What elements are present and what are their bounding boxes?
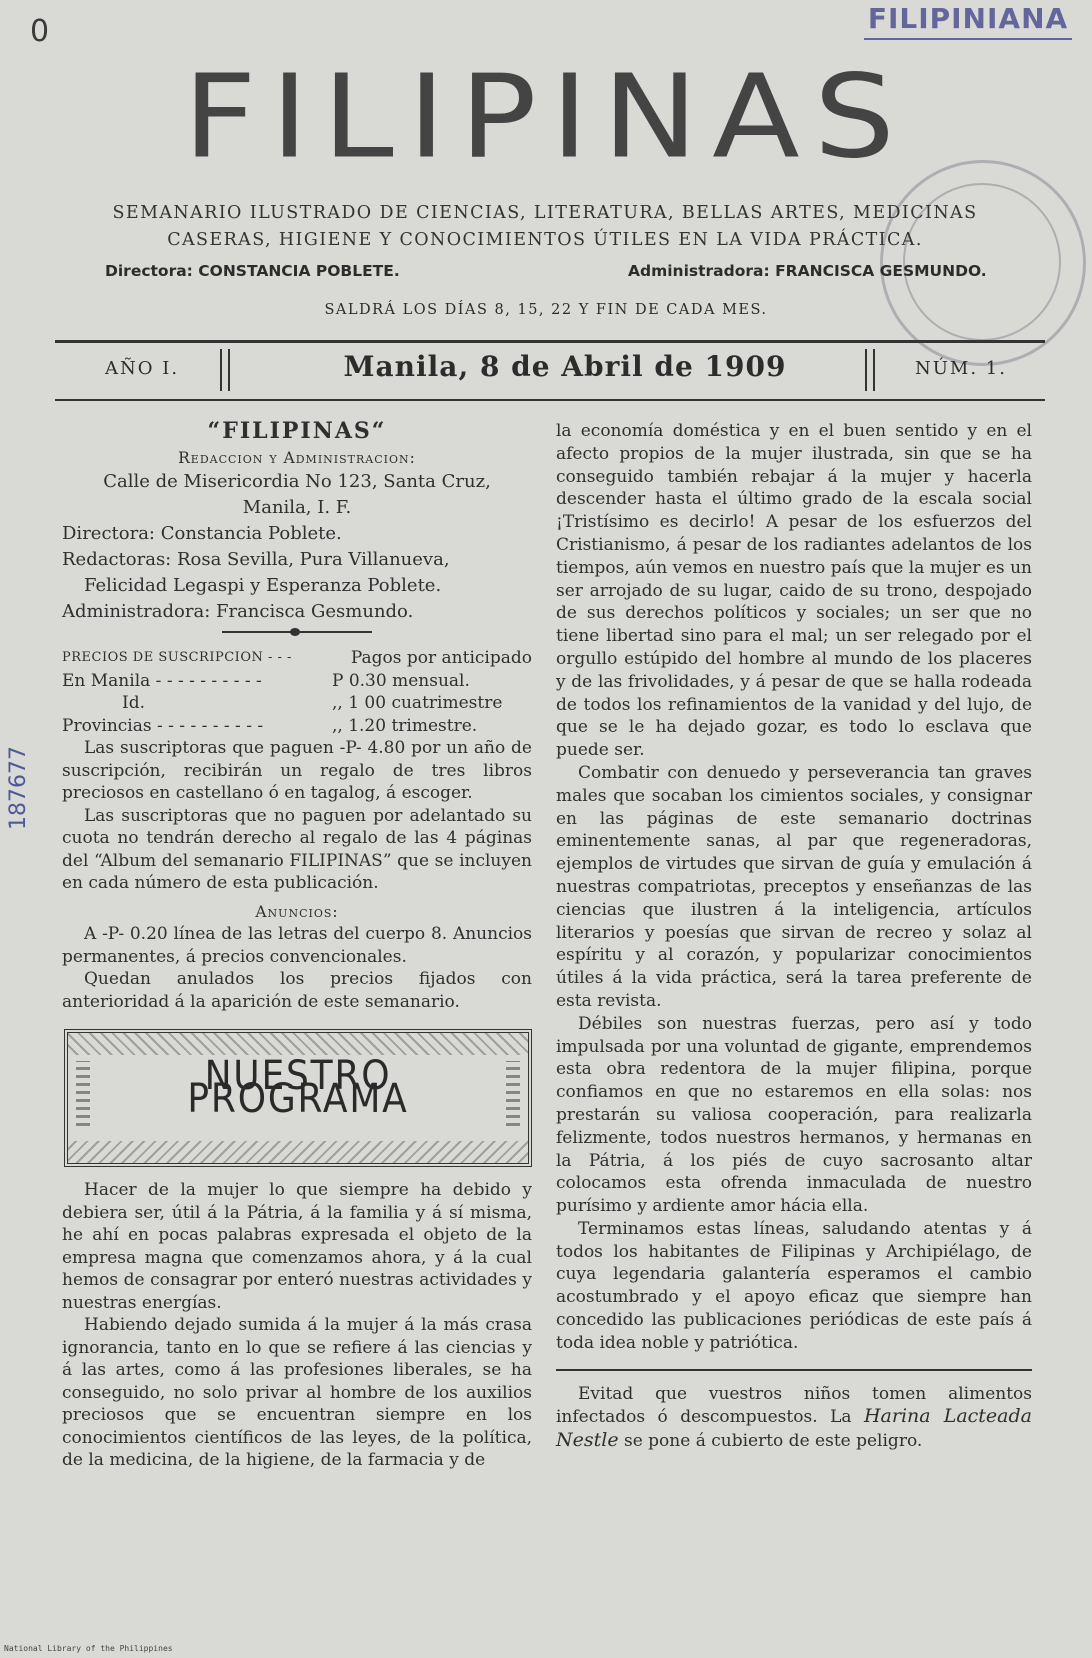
ornament-divider <box>222 631 372 633</box>
article-paragraph-2: Combatir con denuedo y perseverancia tan graves males que socaban los cimientos sociales, y consignar en las páginas de este semanario doctrinas eminentemente sanas, al par que regeneradoras, ejemplos de virtudes que sirvan de guía y emulación á nuestras compatriotas, preceptos y enseñanzas de las ciencias que ilustren á la inteligencia, artículos literarios y poesías que sirvan de recreo y solaz al espíritu y al corazón, y popularizar conocimientos útiles á la vida práctica, será la tarea preferente de esta revista. <box>556 762 1032 1011</box>
article-paragraph-3: Débiles son nuestras fuerzas, pero así y todo impulsada por una voluntad de gigante, emprendemos esta obra redentora de la mujer filipina, porque confiamos en que no estaremos en ella solas: nos prestarán su valiosa cooperación, para realizarla felizmente, todos nuestros hermanos, y hermanas en la Pátria, á los piés de cuyo sacrosanto altar colocamos esta ofrenda inmaculada de nuestro purísimo y ardiente amor hácia ella. <box>556 1013 1032 1217</box>
price-row <box>62 647 532 670</box>
suscripcion-paragraph-1: Las suscriptoras que paguen -P- 4.80 por un año de suscripción, recibirán un regalo de tres libros preciosos en castellano ó en tagalog, á escoger. <box>62 738 532 803</box>
banner-ornament-right <box>506 1061 520 1131</box>
address-line-1: Calle de Misericordia No 123, Santa Cruz, <box>103 471 491 492</box>
address-line-2: Manila, I. F. <box>242 497 352 518</box>
anuncios-paragraph-2: Quedan anulados los precios fijados con anterioridad á la aparición de este semanario. <box>62 969 532 1012</box>
programa-paragraph-1: Hacer de la mujer lo que siempre ha debido y debiera ser, útil á la Pátria, á la familia y á sí misma, he ahí en pocas palabras expresada el objeto de la empresa magna que comenzamos ahora, y á la cual hemos de consagrar por enteró nuestras actividades y nuestras energías. <box>62 1180 532 1313</box>
price-value: Pagos por anticipado <box>350 648 532 668</box>
left-column <box>62 420 532 1472</box>
redaccion-heading: “FILIPINAS“ <box>207 418 387 444</box>
masthead-subtitle <box>50 200 1040 254</box>
dateline-divider-right <box>865 349 875 391</box>
price-row <box>62 692 532 715</box>
masthead-title: FILIPINAS <box>183 50 909 185</box>
dateline-bar <box>55 340 1045 401</box>
price-label: PRECIOS DE SUSCRIPCION - - - <box>62 650 292 665</box>
price-value: P 0.30 mensual. <box>332 670 470 691</box>
anuncios-paragraph-1: A -P- 0.20 línea de las letras del cuerpo 8. Anuncios permanentes, á precios convencionales. <box>62 924 532 967</box>
right-column <box>556 420 1032 1453</box>
staff-administradora: Administradora: FRANCISCA GESMUNDO. <box>628 262 987 280</box>
issue-date: Manila, 8 de Abril de 1909 <box>343 350 787 383</box>
programa-banner <box>64 1029 532 1167</box>
corner-mark: 0 <box>30 14 50 49</box>
suscripcion-paragraph-2: Las suscriptoras que no paguen por adelantado su cuota no tendrán derecho al regalo de las 4 páginas del “Album del semanario FILIPINAS” que se incluyen en cada número de esta publicación. <box>62 805 532 893</box>
advert-brand: Harina Lacteada Nestle <box>556 1405 1032 1452</box>
price-label: Provincias - - - - - - - - - - <box>62 715 264 736</box>
redactoras-line-1: Redactoras: Rosa Sevilla, Pura Villanueva, <box>62 549 450 570</box>
footer-credit: National Library of the Philippines <box>4 1644 173 1653</box>
subtitle-line-1: SEMANARIO ILUSTRADO DE CIENCIAS, LITERATURA, BELLAS ARTES, MEDICINAS <box>112 203 978 223</box>
filipiniana-stamp: FILIPINIANA <box>864 0 1072 40</box>
left-directora: Directora: Constancia Poblete. <box>62 523 342 544</box>
advert-text-end: se pone á cubierto de este peligro. <box>618 1431 923 1452</box>
programa-paragraph-2: Habiendo dejado sumida á la mujer á la más crasa ignorancia, tanto en lo que se refiere á las ciencias y á las artes, como á las profesiones liberales, se ha conseguido, no solo privar al hombre de los auxilios preciosos que se encuentran siempre en los conocimientos científicos de las leyes, de la política, de la medicina, de la higiene, de la farmacia y de <box>62 1315 532 1470</box>
advert-divider <box>556 1369 1032 1371</box>
publication-schedule: SALDRÁ LOS DÍAS 8, 15, 22 Y FIN DE CADA MES. <box>324 302 768 318</box>
advert-text-start: Evitad que vuestros niños tomen alimentos infectados ó descompuestos. La <box>556 1383 1032 1428</box>
dateline-divider-left <box>220 349 230 391</box>
subtitle-line-2: CASERAS, HIGIENE Y CONOCIMIENTOS ÚTILES EN LA VIDA PRÁCTICA. <box>167 230 923 250</box>
issue-year: AÑO I. <box>105 358 180 379</box>
price-value: ,, 1 00 cuatrimestre <box>332 693 503 713</box>
redactoras-line-2: Felicidad Legaspi y Esperanza Poblete. <box>84 575 442 596</box>
nestle-advert <box>556 1383 1032 1453</box>
price-label: En Manila - - - - - - - - - - <box>62 670 262 691</box>
price-table <box>62 647 532 737</box>
anuncios-heading: Anuncios: <box>255 902 339 921</box>
issue-number: NÚM. 1. <box>915 358 1007 379</box>
price-label: Id. <box>122 693 146 713</box>
price-value: ,, 1.20 trimestre. <box>332 715 478 736</box>
article-paragraph-1: la economía doméstica y en el buen sentido y en el afecto propios de la mujer ilustrada, sin que se ha conseguido también rebajar á la mujer y hacerla descender hasta el último grado de la escala social ¡Tristísimo es decirlo! A pesar de los esfuerzos del Cristianismo, á pesar de los radiantes adelantos de los tiempos, aún vemos en nuestro país que la mujer es un ser arrojado de su lugar, caido de su trono, despojado de sus derechos políticos y sociales; un ser que no tiene libertad sino para el mal; un ser relegado por el orgullo estúpido del hombre al mundo de los placeres y de las frivolidades, y á pesar de que se halla rodeada de todos los refinamientos de la vanidad y del lujo, de que se le ha dejado gozar, es todo lo esclava que puede ser. <box>556 421 1032 761</box>
price-row <box>62 715 532 738</box>
price-row <box>62 670 532 693</box>
staff-directora: Directora: CONSTANCIA POBLETE. <box>105 262 400 280</box>
article-paragraph-4: Terminamos estas líneas, saludando atentas y á todos los habitantes de Filipinas y Archipiélago, de cuya legendaria galantería esperamos el cambio acostumbrado y el apoyo eficaz que siempre han concedido las publicaciones periódicas de este país á toda idea noble y patriótica. <box>556 1218 1032 1353</box>
redaccion-subheading: Redaccion y Administracion: <box>178 448 416 467</box>
handwritten-margin-note: 187677 <box>6 746 31 830</box>
left-administradora: Administradora: Francisca Gesmundo. <box>62 601 414 622</box>
programa-title: NUESTRO PROGRAMA <box>187 1053 409 1122</box>
banner-ornament-left <box>76 1061 90 1131</box>
